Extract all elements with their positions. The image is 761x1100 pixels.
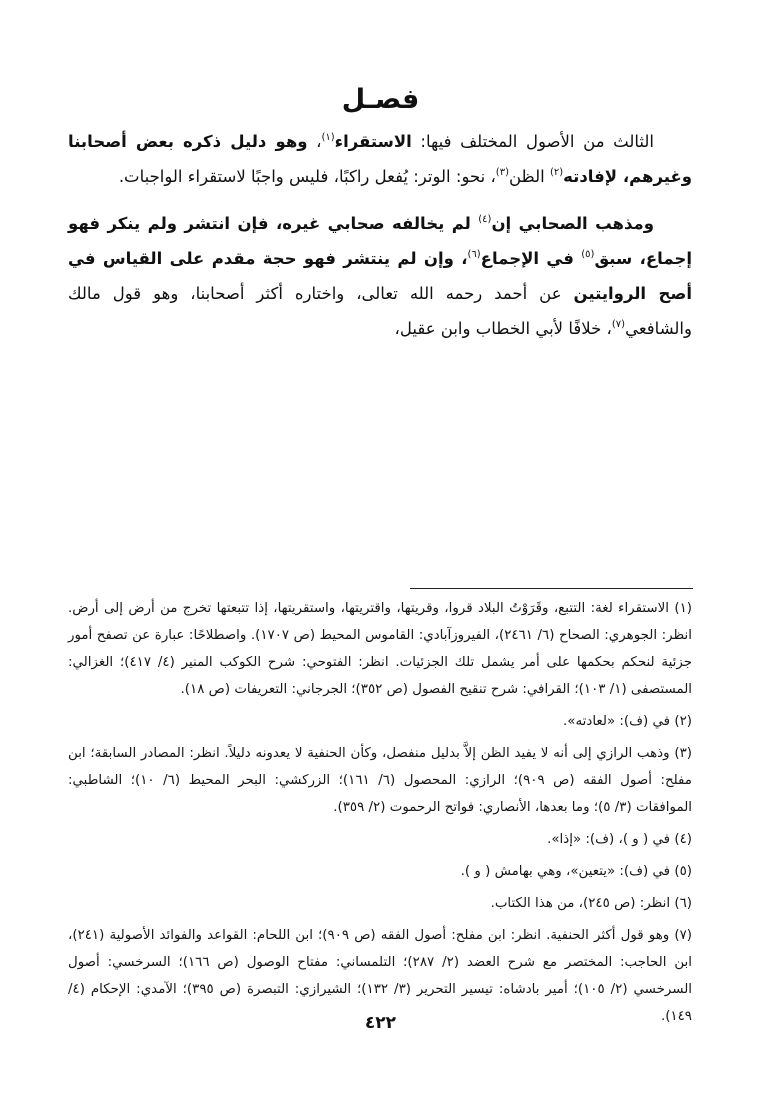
paragraph-istiqra — [68, 124, 692, 194]
footnote-ref-2: (٢) — [549, 167, 564, 178]
footnote-ref-5: (٥) — [581, 249, 595, 260]
footnote-1: (١) الاستقراء لغة: التتبع، وقَرَوْتُ البلاد قروا، وقريتها، واقتريتها، واستقريتها، إذا تتبعتها تخرج من أرض إلى أرض. انظر: الجوهري: الصحاح (٦/ ٢٤٦١)، الفيروزآبادي: القاموس المحيط (ص ١٧٠٧). واصطلاحًا: عبارة عن تصفح أمور جزئية لنحكم بحكمها على أمر يشمل تلك الجزئيات. انظر: الفتوحي: شرح الكوكب المنير (٤/ ٤١٧)؛ الغزالي: المستصفى (١/ ١٠٣)؛ القرافي: شرح تنقيح الفصول (ص ٣٥٢)؛ الجرجاني: التعريفات (ص ١٨). — [68, 601, 693, 697]
page-number: ٤٢٢ — [364, 1013, 397, 1033]
footnote-3: (٣) وذهب الرازي إلى أنه لا يفيد الظن إلاَّ بدليل منفصل، وكأن الحنفية لا يعدونه دليلاً. انظر: المصادر السابقة؛ ابن مفلح: أصول الفقه (ص ٩٠٩)؛ الرازي: المحصول (٦/ ١٦١)؛ الزركشي: البحر المحيط (٦/ ١٠)؛ الشاطبي: الموافقات (٣/ ٥)؛ وما بعدها، الأنصاري: فواتح الرحموت (٢/ ٣٥٩). — [68, 746, 692, 815]
paragraph-2-text-j: ، خلافًا لأبي الخطاب وابن عقيل، — [394, 319, 612, 338]
footnote-6: (٦) انظر: (ص ٢٤٥)، من هذا الكتاب. — [490, 896, 692, 911]
section-title: فصـل — [341, 84, 420, 115]
paragraph-1-text-a: الثالث من الأصول المختلف فيها: — [411, 132, 654, 151]
footnote-2: (٢) في (ف): «لعادته». — [563, 714, 692, 729]
term-istiqra: الاستقراء — [334, 132, 412, 151]
footnote-ref-7: (٧) — [611, 319, 626, 330]
paragraph-2-bold-c: لم يخالفه صحابي غيره، فإن انتشر ولم ينكر فهو إجماع، سبق — [68, 214, 692, 268]
footnote-4: (٤) في ( و )، (ف): «إذا». — [547, 832, 692, 847]
paragraph-sahabi — [68, 206, 692, 346]
footnote-ref-1: (١) — [321, 132, 335, 143]
footnote-7: (٧) وهو قول أكثر الحنفية. انظر: ابن مفلح: أصول الفقه (ص ٩٠٩)؛ ابن اللحام: القواعد والفوائد الأصولية (٢٤١)، ابن الحاجب: المختصر مع شرح العضد (٢/ ٢٨٧)؛ التلمساني: مفتاح الوصول (ص ١٦٦)؛ السرخسي: أصول السرخسي (٢/ ١٠٥)؛ أمير بادشاه: تيسير التحرير (٣/ ١٣٢)؛ الشيرازي: التبصرة (ص ٣٩٥)؛ الآمدي: الإحكام (٤/ ١٤٩). — [68, 928, 692, 1024]
paragraph-1-text-i: ، نحو: الوتر: يُفعل راكبًا، فليس واجبًا لاستقراء الواجبات. — [118, 167, 496, 186]
paragraph-2-bold-e: في الإجماع — [480, 249, 582, 268]
footnote-separator — [410, 588, 693, 589]
paragraph-1-text-d: ، — [307, 132, 322, 151]
footnote-ref-6: (٦) — [467, 249, 481, 260]
paragraph-2-bold-a: ومذهب الصحابي إن — [491, 214, 654, 233]
paragraph-2-bold-g: ، وإن لم ينتشر فهو حجة مقدم على القياس في أصح الروايتين — [68, 249, 693, 303]
paragraph-1-bold-e: وهو دليل ذكره بعض أصحابنا وغيرهم، لإفادته — [68, 132, 692, 186]
main-text — [68, 124, 692, 346]
footnote-5: (٥) في (ف): «يتعين»، وهي بهامش ( و ). — [460, 864, 692, 879]
footnote-ref-3: (٣) — [495, 167, 509, 178]
paragraph-2-text-h: عن أحمد رحمه الله تعالى، واختاره أكثر أصحابنا، وهو قول مالك والشافعي — [68, 284, 692, 338]
footnote-ref-4: (٤) — [478, 214, 492, 225]
paragraph-1-text-g: الظن — [508, 167, 550, 186]
footnotes — [68, 595, 692, 1035]
